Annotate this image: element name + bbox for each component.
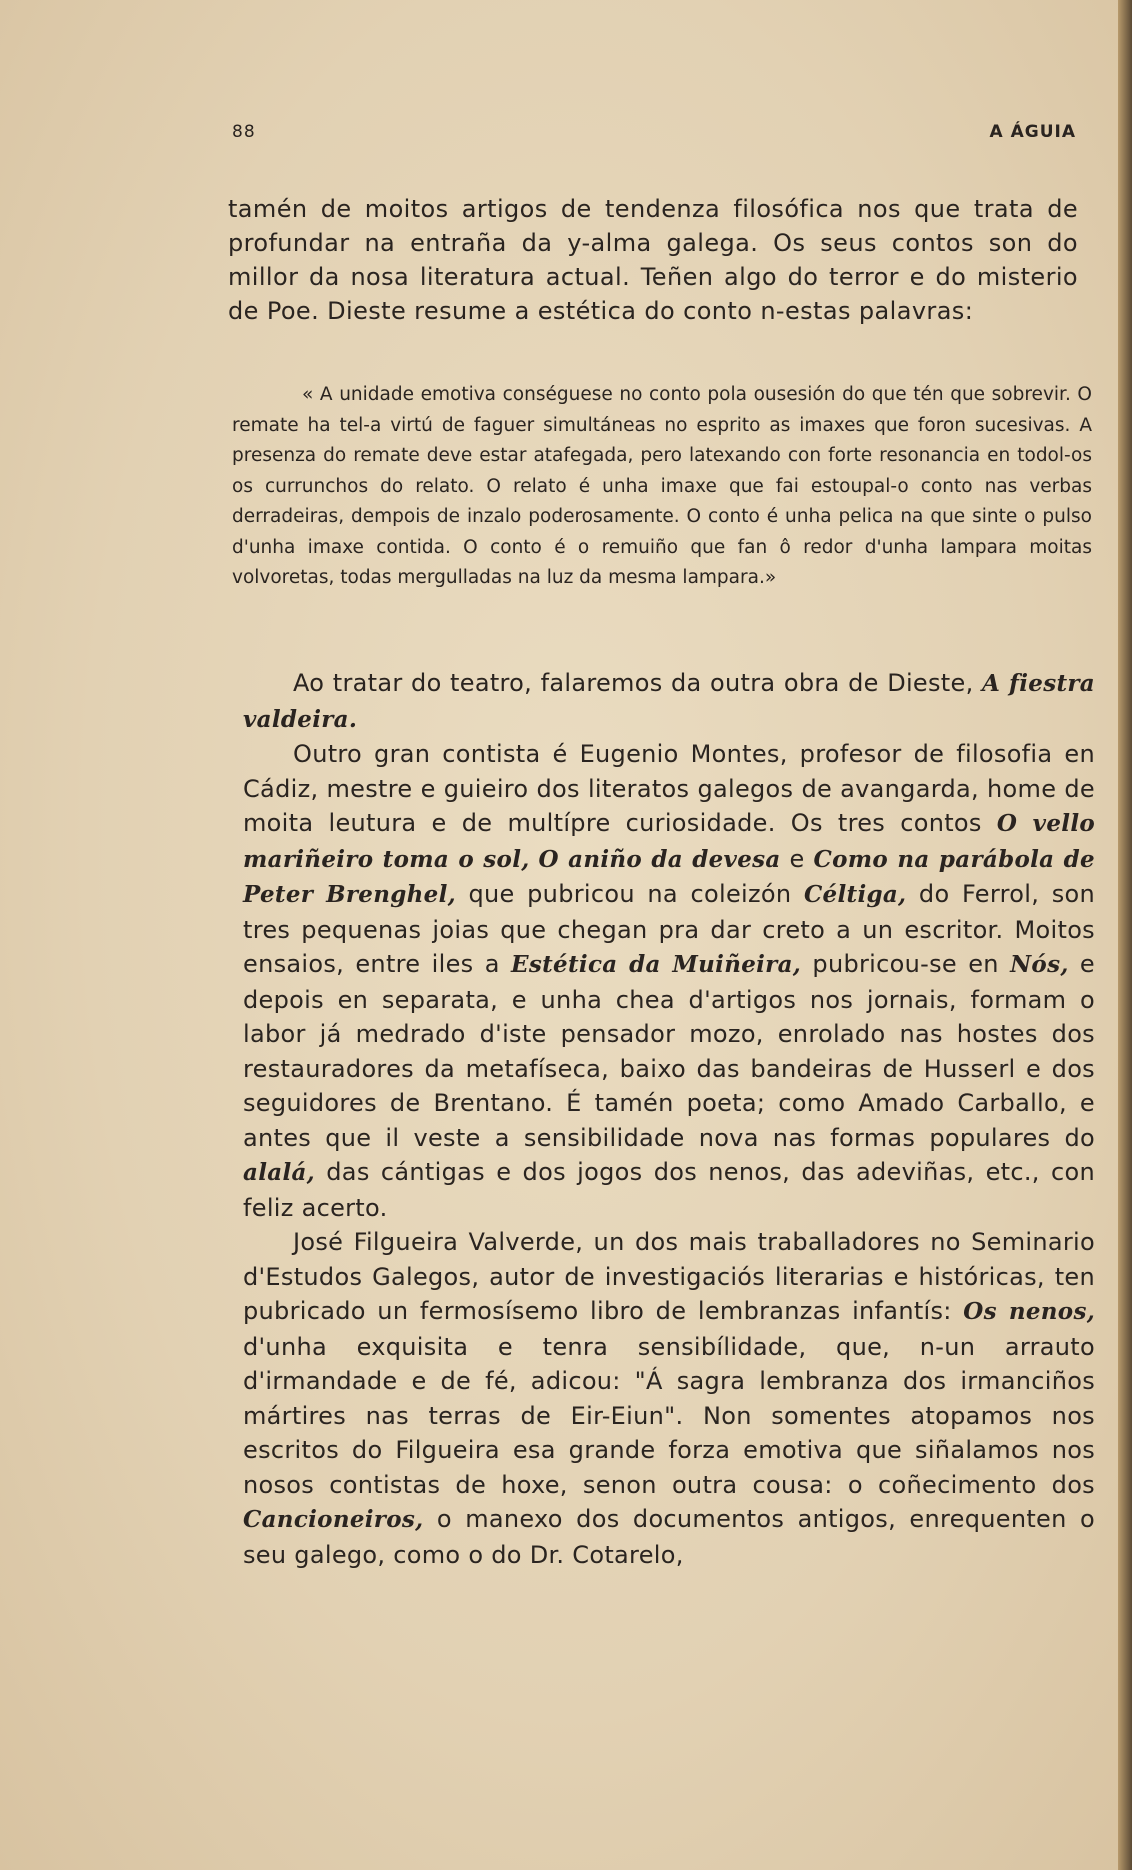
main-text: [243, 666, 1095, 1572]
paragraph-top: tamén de moitos artigos de tendenza filosófica nos que trata de profundar na entraña da y-alma galega. Os seus contos son do millor da nosa literatura actual. Teñen algo do terror e do misterio de Poe. Dieste resume a estética do conto n-estas palavras:: [228, 195, 1078, 325]
paragraph-montes: Outro gran contista é Eugenio Montes, profesor de filosofia en Cádiz, mestre e guieiro dos literatos galegos de avangarda, home de moita leutura e de multípre curiosidade. Os tres contos O vello mariñeiro toma o sol, O aniño da devesa e Como na parábola de Peter Brenghel, que pubricou na coleizón Céltiga, do Ferrol, son tres pequenas joias que chegan pra dar creto a un escritor. Moitos ensaios, entre iles a Estética da Muiñeira, pubricou-se en Nós, e depois en separata, e unha chea d'artigos nos jornais, formam o labor já medrado d'iste pensador mozo, enrolado nas hostes dos restauradores da metafíseca, baixo das bandeiras de Husserl e dos seguidores de Brentano. É tamén poeta; como Amado Carballo, e antes que il veste a sensibilidade nova nas formas populares do alalá, das cántigas e dos jogos dos nenos, das adeviñas, etc., con feliz acerto.: [243, 740, 1095, 1222]
page-number: 88: [232, 122, 256, 142]
paragraph-teatro: Ao tratar do teatro, falaremos da outra obra de Dieste, A fiestra valdeira.: [243, 669, 1095, 733]
paragraph-filgueira: José Filgueira Valverde, un dos mais traballadores no Seminario d'Estudos Galegos, autor de investigaciós literarias e históricas, ten pubricado un fermosísemo libro de lembranzas infantís: Os nenos, d'unha exquisita e tenra sensibílidade, que, n-un arrauto d'irmandade e de fé, adicou: "Á sagra lembranza dos irmanciños mártires nas terras de Eir-Eiun". Non somentes atopamos nos escritos do Filgueira esa grande forza emotiva que siñalamos nos nosos contistas de hoxe, senon outra cousa: o coñecimento dos Cancioneiros, o manexo dos documentos antigos, enrequenten o seu galego, como o do Dr. Cotarelo,: [243, 1228, 1095, 1569]
quote-text: « A unidade emotiva conséguese no conto pola ousesión do que tén que sobrevir. O remate ha tel-a virtú de faguer simultáneas no esprito as imaxes que foron sucesivas. A presenza do remate deve estar atafegada, pero latexando con forte resonancia en todol-os os currunchos do relato. O relato é unha imaxe que fai estoupal-o conto nas verbas derradeiras, dempois de inzalo poderosamente. O conto é unha pelica na que sinte o pulso d'unha imaxe contida. O conto é o remuiño que fan ô redor d'unha lampara moitas volvoretas, todas mergulladas na luz da mesma lampara.»: [232, 384, 1092, 588]
page-edge: [1118, 0, 1132, 1870]
block-quote: [232, 380, 1092, 594]
journal-title: A ÁGUIA: [989, 122, 1076, 142]
